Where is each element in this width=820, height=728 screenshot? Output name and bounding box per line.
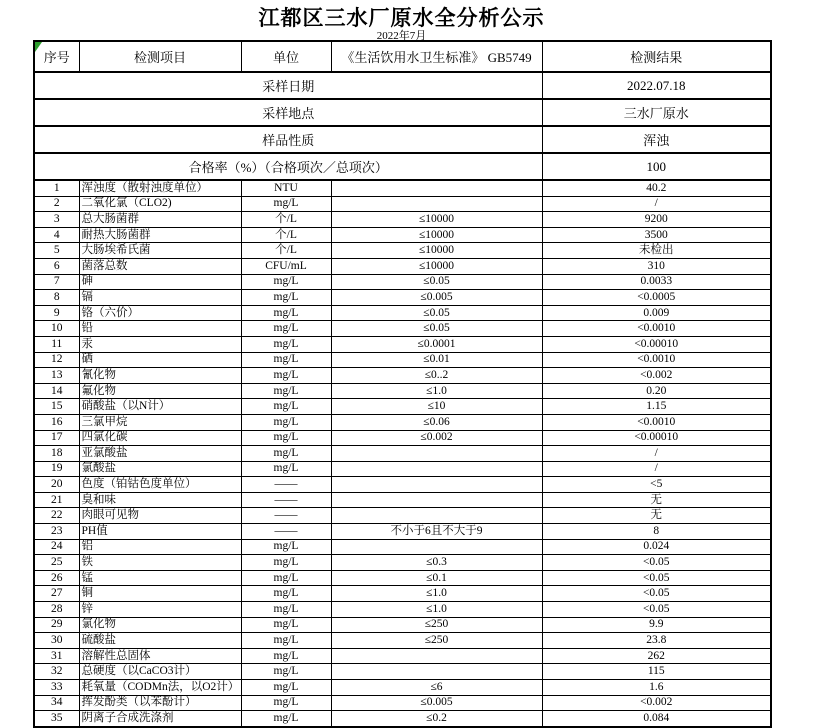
- cell-index: 29: [34, 617, 79, 633]
- cell-unit: mg/L: [241, 274, 331, 290]
- cell-unit: mg/L: [241, 414, 331, 430]
- cell-unit: mg/L: [241, 196, 331, 212]
- cell-item: 砷: [79, 274, 241, 290]
- table-row: [34, 430, 771, 446]
- cell-index: 21: [34, 492, 79, 508]
- cell-result: 未检出: [542, 243, 771, 259]
- cell-result: 0.084: [542, 711, 771, 727]
- cell-standard: ≤0..2: [331, 368, 542, 384]
- cell-unit: mg/L: [241, 648, 331, 664]
- cell-result: 262: [542, 648, 771, 664]
- table-row: [34, 180, 771, 196]
- cell-standard: ≤0.005: [331, 290, 542, 306]
- table-row: [34, 586, 771, 602]
- cell-item: 阴离子合成洗涤剂: [79, 711, 241, 727]
- column-header: 检测项目: [79, 41, 241, 72]
- cell-standard: ≤0.0001: [331, 336, 542, 352]
- cell-index: 27: [34, 586, 79, 602]
- cell-index: 5: [34, 243, 79, 259]
- cell-unit: mg/L: [241, 711, 331, 727]
- info-label: 采样日期: [34, 72, 542, 99]
- info-row: [34, 99, 771, 126]
- cell-item: 溶解性总固体: [79, 648, 241, 664]
- cell-unit: mg/L: [241, 680, 331, 696]
- table-row: [34, 680, 771, 696]
- cell-unit: mg/L: [241, 664, 331, 680]
- table-row: [34, 399, 771, 415]
- cell-standard: ≤0.005: [331, 695, 542, 711]
- cell-result: /: [542, 196, 771, 212]
- cell-unit: CFU/mL: [241, 258, 331, 274]
- cell-item: 四氯化碳: [79, 430, 241, 446]
- cell-standard: ≤10000: [331, 212, 542, 228]
- cell-unit: mg/L: [241, 617, 331, 633]
- cell-index: 8: [34, 290, 79, 306]
- table-row: [34, 508, 771, 524]
- table-row: [34, 196, 771, 212]
- cell-standard: [331, 196, 542, 212]
- cell-unit: mg/L: [241, 539, 331, 555]
- cell-index: 10: [34, 321, 79, 337]
- cell-index: 18: [34, 446, 79, 462]
- cell-unit: mg/L: [241, 602, 331, 618]
- info-label: 样品性质: [34, 126, 542, 153]
- cell-unit: mg/L: [241, 290, 331, 306]
- cell-result: 0.20: [542, 383, 771, 399]
- cell-unit: ——: [241, 524, 331, 540]
- table-row: [34, 414, 771, 430]
- cell-index: 35: [34, 711, 79, 727]
- cell-standard: [331, 180, 542, 196]
- page-title: 江都区三水厂原水全分析公示: [258, 6, 545, 30]
- cell-index: 9: [34, 305, 79, 321]
- cell-result: <0.05: [542, 602, 771, 618]
- cell-index: 25: [34, 555, 79, 571]
- cell-item: 二氧化氯（CLO2): [79, 196, 241, 212]
- table-row: [34, 258, 771, 274]
- cell-result: 40.2: [542, 180, 771, 196]
- cell-unit: mg/L: [241, 555, 331, 571]
- cell-standard: ≤1.0: [331, 383, 542, 399]
- cell-standard: ≤6: [331, 680, 542, 696]
- cell-unit: mg/L: [241, 695, 331, 711]
- cell-standard: [331, 539, 542, 555]
- cell-standard: ≤1.0: [331, 586, 542, 602]
- cell-result: <0.00010: [542, 336, 771, 352]
- cell-item: 总大肠菌群: [79, 212, 241, 228]
- cell-result: 1.15: [542, 399, 771, 415]
- cell-standard: [331, 446, 542, 462]
- cell-index: 26: [34, 570, 79, 586]
- cell-unit: mg/L: [241, 383, 331, 399]
- cell-item: 大肠埃希氏菌: [79, 243, 241, 259]
- cell-standard: ≤10000: [331, 243, 542, 259]
- info-section: [34, 72, 771, 180]
- cell-item: 三氯甲烷: [79, 414, 241, 430]
- cell-index: 13: [34, 368, 79, 384]
- cell-unit: ——: [241, 477, 331, 493]
- cell-standard: ≤0.01: [331, 352, 542, 368]
- cell-standard: ≤10000: [331, 227, 542, 243]
- cell-item: 氟化物: [79, 383, 241, 399]
- cell-index: 34: [34, 695, 79, 711]
- cell-index: 20: [34, 477, 79, 493]
- cell-item: 臭和味: [79, 492, 241, 508]
- column-header: 检测结果: [542, 41, 771, 72]
- table-row: [34, 539, 771, 555]
- table-row: [34, 664, 771, 680]
- cell-standard: 不小于6且不大于9: [331, 524, 542, 540]
- table-row: [34, 648, 771, 664]
- cell-item: 铁: [79, 555, 241, 571]
- cell-unit: mg/L: [241, 633, 331, 649]
- cell-standard: ≤0.05: [331, 321, 542, 337]
- table-row: [34, 227, 771, 243]
- cell-item: 亚氯酸盐: [79, 446, 241, 462]
- cell-index: 11: [34, 336, 79, 352]
- cell-item: 汞: [79, 336, 241, 352]
- table-row: [34, 477, 771, 493]
- cell-unit: ——: [241, 492, 331, 508]
- cell-index: 17: [34, 430, 79, 446]
- info-value: 三水厂原水: [542, 99, 771, 126]
- cell-standard: [331, 664, 542, 680]
- cell-unit: mg/L: [241, 352, 331, 368]
- green-corner-icon: [35, 42, 42, 52]
- cell-standard: ≤0.05: [331, 274, 542, 290]
- cell-index: 22: [34, 508, 79, 524]
- table-row: [34, 290, 771, 306]
- column-header: 序号: [34, 41, 79, 72]
- analysis-table: [33, 40, 772, 728]
- table-row: [34, 492, 771, 508]
- cell-result: 0.024: [542, 539, 771, 555]
- cell-standard: [331, 461, 542, 477]
- cell-standard: [331, 477, 542, 493]
- info-label: 采样地点: [34, 99, 542, 126]
- cell-result: /: [542, 461, 771, 477]
- info-value: 100: [542, 153, 771, 180]
- cell-unit: 个/L: [241, 243, 331, 259]
- cell-item: 锰: [79, 570, 241, 586]
- cell-result: <0.0010: [542, 414, 771, 430]
- table-row: [34, 711, 771, 727]
- cell-standard: ≤0.002: [331, 430, 542, 446]
- cell-result: 23.8: [542, 633, 771, 649]
- table-row: [34, 524, 771, 540]
- cell-index: 31: [34, 648, 79, 664]
- table-row: [34, 368, 771, 384]
- table-row: [34, 633, 771, 649]
- cell-item: 菌落总数: [79, 258, 241, 274]
- cell-result: <0.05: [542, 570, 771, 586]
- info-label: 合格率（%）（合格项次／总项次）: [34, 153, 542, 180]
- cell-result: <0.05: [542, 555, 771, 571]
- cell-index: 24: [34, 539, 79, 555]
- cell-index: 2: [34, 196, 79, 212]
- cell-result: 9200: [542, 212, 771, 228]
- cell-result: <0.0010: [542, 321, 771, 337]
- cell-standard: ≤250: [331, 617, 542, 633]
- cell-standard: ≤0.3: [331, 555, 542, 571]
- table-row: [34, 555, 771, 571]
- cell-unit: mg/L: [241, 305, 331, 321]
- cell-item: 铬（六价）: [79, 305, 241, 321]
- table-row: [34, 446, 771, 462]
- cell-standard: ≤0.1: [331, 570, 542, 586]
- column-header: 《生活饮用水卫生标准》 GB5749: [331, 41, 542, 72]
- cell-standard: ≤250: [331, 633, 542, 649]
- cell-result: 3500: [542, 227, 771, 243]
- cell-standard: ≤0.2: [331, 711, 542, 727]
- cell-item: 硫酸盐: [79, 633, 241, 649]
- cell-standard: ≤1.0: [331, 602, 542, 618]
- cell-unit: mg/L: [241, 430, 331, 446]
- table-row: [34, 212, 771, 228]
- cell-result: 8: [542, 524, 771, 540]
- cell-result: 1.6: [542, 680, 771, 696]
- cell-item: 硝酸盐（以N计）: [79, 399, 241, 415]
- table-row: [34, 570, 771, 586]
- cell-standard: ≤0.06: [331, 414, 542, 430]
- cell-unit: mg/L: [241, 586, 331, 602]
- cell-unit: mg/L: [241, 446, 331, 462]
- cell-standard: [331, 508, 542, 524]
- cell-item: 总硬度（以CaCO3计）: [79, 664, 241, 680]
- cell-result: 310: [542, 258, 771, 274]
- cell-result: 无: [542, 508, 771, 524]
- cell-unit: mg/L: [241, 321, 331, 337]
- info-value: 2022.07.18: [542, 72, 771, 99]
- cell-item: PH值: [79, 524, 241, 540]
- cell-unit: mg/L: [241, 399, 331, 415]
- cell-result: 0.009: [542, 305, 771, 321]
- cell-index: 14: [34, 383, 79, 399]
- cell-item: 氯酸盐: [79, 461, 241, 477]
- cell-item: 镉: [79, 290, 241, 306]
- table-row: [34, 617, 771, 633]
- cell-item: 氯化物: [79, 617, 241, 633]
- cell-result: <0.0010: [542, 352, 771, 368]
- cell-result: 9.9: [542, 617, 771, 633]
- cell-item: 铝: [79, 539, 241, 555]
- cell-index: 30: [34, 633, 79, 649]
- cell-result: <0.05: [542, 586, 771, 602]
- cell-standard: ≤10: [331, 399, 542, 415]
- cell-standard: ≤0.05: [331, 305, 542, 321]
- info-value: 浑浊: [542, 126, 771, 153]
- cell-index: 16: [34, 414, 79, 430]
- info-row: [34, 126, 771, 153]
- cell-item: 氰化物: [79, 368, 241, 384]
- cell-index: 15: [34, 399, 79, 415]
- cell-result: <0.002: [542, 695, 771, 711]
- cell-item: 色度（铂钴色度单位）: [79, 477, 241, 493]
- cell-result: 0.0033: [542, 274, 771, 290]
- cell-item: 挥发酚类（以苯酚计）: [79, 695, 241, 711]
- cell-unit: 个/L: [241, 212, 331, 228]
- cell-item: 浑浊度（散射浊度单位）: [79, 180, 241, 196]
- table-row: [34, 352, 771, 368]
- cell-index: 1: [34, 180, 79, 196]
- column-header-row: [34, 41, 771, 72]
- cell-item: 铜: [79, 586, 241, 602]
- cell-unit: 个/L: [241, 227, 331, 243]
- cell-index: 12: [34, 352, 79, 368]
- cell-item: 耗氧量（CODMn法，以O2计）: [79, 680, 241, 696]
- cell-index: 3: [34, 212, 79, 228]
- cell-unit: mg/L: [241, 336, 331, 352]
- info-row: [34, 153, 771, 180]
- column-header-row: [34, 41, 771, 72]
- cell-index: 32: [34, 664, 79, 680]
- page-subtitle: 2022年7月: [376, 30, 427, 42]
- table-row: [34, 243, 771, 259]
- cell-item: 铅: [79, 321, 241, 337]
- table-row: [34, 383, 771, 399]
- data-section: [34, 180, 771, 727]
- cell-item: 硒: [79, 352, 241, 368]
- cell-unit: mg/L: [241, 368, 331, 384]
- table-row: [34, 336, 771, 352]
- cell-item: 耐热大肠菌群: [79, 227, 241, 243]
- cell-unit: NTU: [241, 180, 331, 196]
- table-row: [34, 321, 771, 337]
- cell-unit: ——: [241, 508, 331, 524]
- cell-result: <0.002: [542, 368, 771, 384]
- table-row: [34, 602, 771, 618]
- info-row: [34, 72, 771, 99]
- cell-unit: mg/L: [241, 570, 331, 586]
- cell-result: 无: [542, 492, 771, 508]
- cell-item: 锌: [79, 602, 241, 618]
- cell-result: 115: [542, 664, 771, 680]
- table-row: [34, 695, 771, 711]
- cell-result: <0.00010: [542, 430, 771, 446]
- cell-standard: ≤10000: [331, 258, 542, 274]
- cell-index: 6: [34, 258, 79, 274]
- cell-result: <5: [542, 477, 771, 493]
- cell-index: 19: [34, 461, 79, 477]
- cell-index: 4: [34, 227, 79, 243]
- table-row: [34, 274, 771, 290]
- cell-index: 33: [34, 680, 79, 696]
- cell-index: 28: [34, 602, 79, 618]
- column-header: 单位: [241, 41, 331, 72]
- table-row: [34, 305, 771, 321]
- cell-result: <0.0005: [542, 290, 771, 306]
- cell-standard: [331, 492, 542, 508]
- table-row: [34, 461, 771, 477]
- cell-item: 肉眼可见物: [79, 508, 241, 524]
- cell-standard: [331, 648, 542, 664]
- cell-index: 23: [34, 524, 79, 540]
- cell-result: /: [542, 446, 771, 462]
- cell-unit: mg/L: [241, 461, 331, 477]
- cell-index: 7: [34, 274, 79, 290]
